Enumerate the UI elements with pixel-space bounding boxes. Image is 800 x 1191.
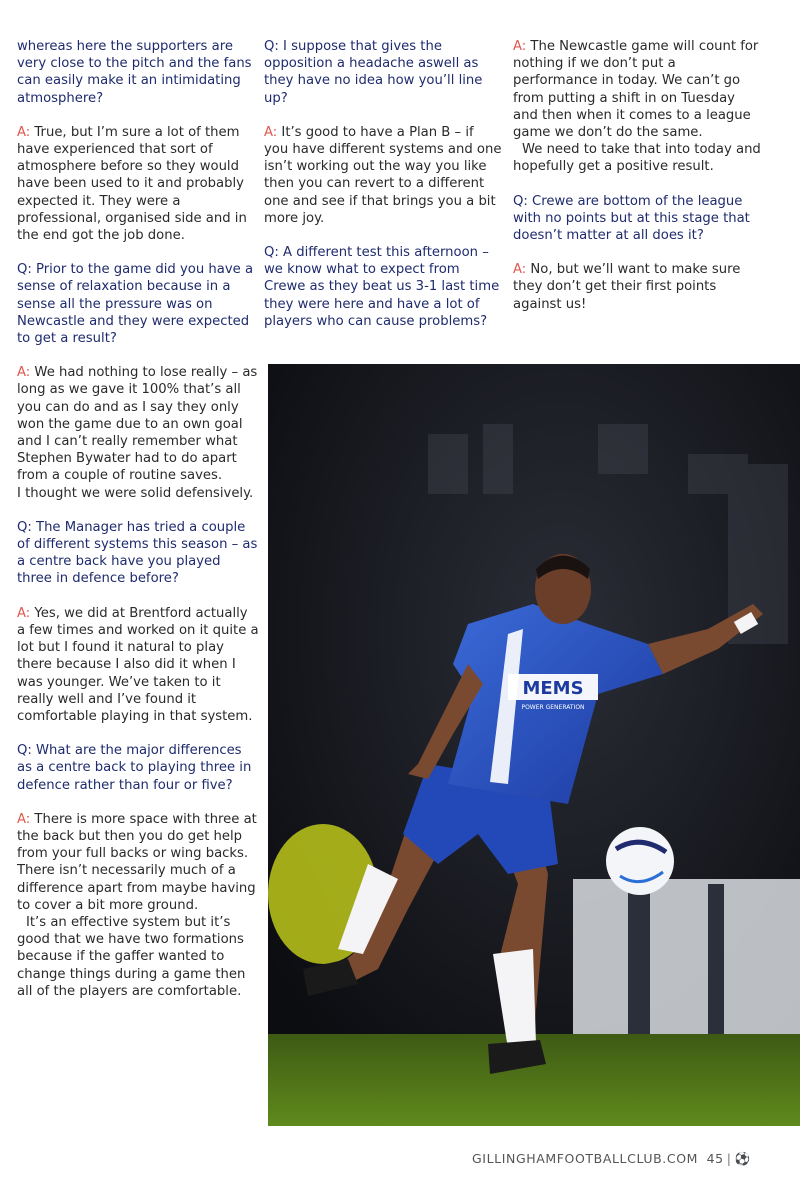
shirt-sponsor: MEMS	[522, 678, 584, 699]
question: Q: Prior to the game did you have a sense of relaxation because in a sense all the pressure was on Newcastle and they were expected to get a result?	[17, 262, 254, 347]
answer-continued: I thought we were solid defensively.	[17, 485, 254, 501]
player-photo-illustration	[268, 364, 800, 1126]
question: Q: A different test this afternoon – we know what to expect from Crewe as they beat us 3-1 last time they were here and have a lot of players who can cause problems?	[264, 245, 500, 329]
answer-label: A:	[17, 124, 31, 140]
answer-text: It’s good to have a Plan B – if you have different systems and one isn’t working out the way you like then you can revert to a different one and see if that brings you a bit more joy.	[264, 124, 502, 226]
answer-text: We had nothing to lose really – as long as we gave it 100% that’s all you can do and as I say they only won the game due to an own goal and I can’t really remember what Stephen Bywater had to do apart from a couple of routine saves.	[17, 365, 258, 484]
question: Q: Crewe are bottom of the league with no points but at this stage that doesn’t matter at all does it?	[513, 193, 750, 244]
club-crest-icon: ⚽	[734, 1151, 751, 1166]
question-continued: whereas here the supporters are very close to the pitch and the fans can easily make it an intimidating atmosphere?	[17, 39, 252, 106]
answer-label: A:	[17, 365, 31, 381]
answer-label: A:	[17, 811, 31, 827]
answer	[17, 124, 259, 244]
answer-text: True, but I’m sure a lot of them have experienced that sort of atmosphere before so they would have been used to it and probably expected it. They were a professional, organised side and in the end got the job done.	[17, 124, 247, 244]
text-column-left	[17, 38, 259, 1017]
question: Q: I suppose that gives the opposition a headache aswell as they have no idea how you’ll line up?	[264, 39, 483, 106]
answer	[17, 811, 259, 914]
answer	[264, 124, 502, 227]
text-column-right	[513, 38, 761, 330]
answer-text: The Newcastle game will count for nothing if we don’t put a performance in today. We can’t go from putting a shift in on Tuesday and then when it comes to a league game we don’t do the same.	[513, 39, 759, 141]
text-column-middle	[264, 38, 502, 347]
answer	[17, 364, 259, 484]
answer-label: A:	[513, 39, 527, 54]
answer-text: No, but we’ll want to make sure they don’t get their first points against us!	[513, 262, 741, 312]
answer	[513, 261, 761, 313]
answer-continued: We need to take that into today and hopefully get a positive result.	[513, 142, 761, 175]
answer-label: A:	[17, 605, 31, 621]
question: Q: What are the major differences as a centre back to playing three in defence rather than four or five?	[17, 743, 252, 793]
answer-text: There is more space with three at the back but then you do get help from your full backs or wing backs. There isn’t necessarily much of a difference apart from maybe having to cover a bit more ground.	[17, 811, 257, 913]
player-photo	[268, 364, 800, 1126]
question: Q: The Manager has tried a couple of different systems this season – as a centre back have you played three in defence before?	[17, 519, 258, 587]
footer-website: GILLINGHAMFOOTBALLCLUB.COM	[472, 1151, 699, 1166]
answer	[513, 38, 761, 141]
footer-divider: |	[726, 1151, 732, 1166]
shirt-sponsor-sub: POWER GENERATION	[521, 704, 585, 711]
answer-label: A:	[513, 262, 527, 278]
answer-label: A:	[264, 124, 278, 140]
page-number: 45	[706, 1151, 724, 1166]
page-footer	[472, 1151, 751, 1167]
answer	[17, 605, 259, 725]
answer-text: Yes, we did at Brentford actually a few times and worked on it quite a lot but I found it natural to play there because I also did it when I was younger. We’ve taken to it really well and I’ve found it comfortable playing in that system.	[17, 605, 259, 724]
answer-continued: It’s an effective system but it’s good that we have two formations because if the gaffer wanted to change things during a game then all of the players are comfortable.	[17, 914, 246, 999]
